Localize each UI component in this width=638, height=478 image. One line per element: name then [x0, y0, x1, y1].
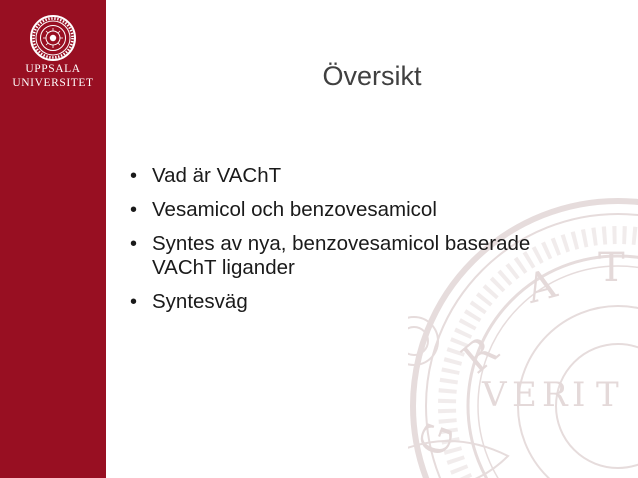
bullet-list: [130, 164, 550, 324]
watermark-letter: I: [572, 375, 586, 415]
bullet-marker: •: [130, 199, 138, 221]
bullet-item: [130, 198, 550, 222]
watermark-letter: T: [598, 245, 625, 291]
bullet-marker: •: [130, 291, 138, 313]
watermark-letter: T: [596, 375, 619, 415]
watermark-letter: G: [410, 416, 465, 463]
slide-title: Översikt: [322, 61, 422, 91]
watermark-letter: V: [482, 375, 507, 415]
watermark-letter: E: [512, 375, 537, 415]
bullet-marker: •: [130, 165, 138, 187]
bullet-text: Syntes av nya, benzovesamicol baserade VAChT ligander: [152, 232, 531, 279]
watermark-letter: A: [521, 260, 562, 313]
bullet-text: Syntesväg: [152, 290, 248, 313]
watermark-letter: R: [542, 375, 568, 415]
bullet-marker: •: [130, 233, 138, 255]
watermark-letter: R: [453, 328, 507, 383]
sidebar: [0, 0, 106, 478]
university-name-line-1: UPPSALA: [25, 63, 81, 75]
bullet-text: Vad är VAChT: [152, 164, 282, 187]
bullet-item: [130, 164, 550, 188]
bullet-item: [130, 290, 550, 314]
bullet-text: Vesamicol och benzovesamicol: [152, 198, 437, 221]
university-seal-icon: [29, 14, 77, 62]
bullet-item: [130, 232, 550, 280]
university-name-line-2: UNIVERSITET: [12, 77, 94, 89]
